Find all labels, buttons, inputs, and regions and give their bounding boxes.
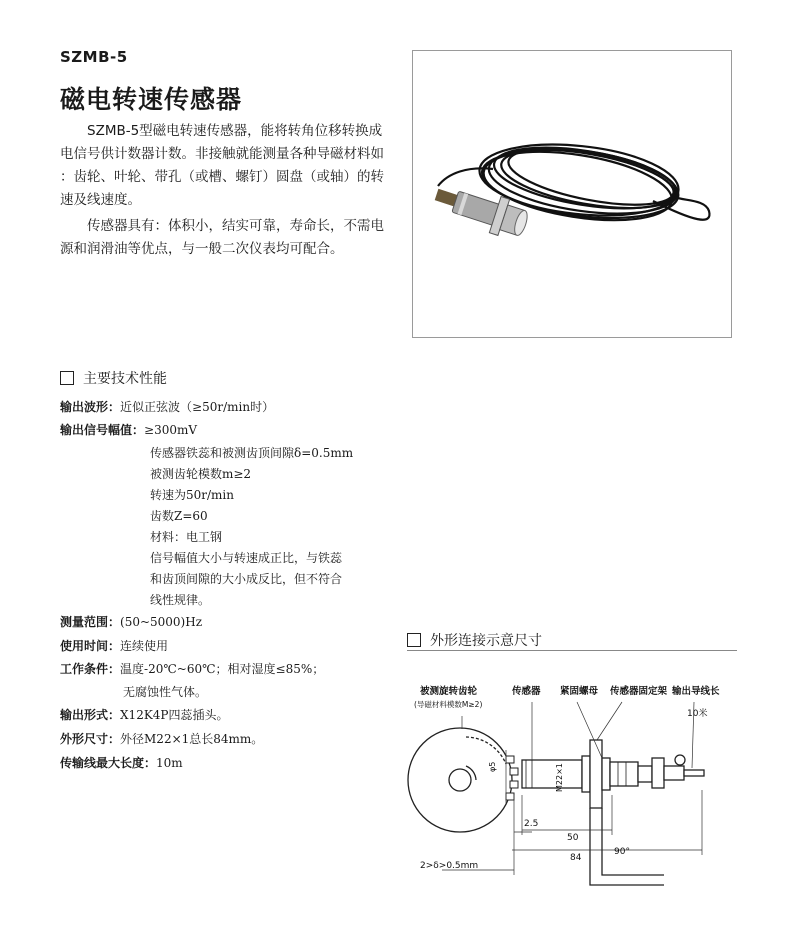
sensor-with-cable-image	[413, 51, 731, 337]
spec-condition: 材料：电工钢	[150, 530, 223, 544]
spec-condition: 传感器铁蕊和被测齿顶间隙δ=0.5mm	[150, 446, 354, 460]
spec-value: 10m	[156, 756, 183, 770]
spec-label: 传输线最大长度：	[60, 756, 157, 770]
spec-condition: 和齿顶间隙的大小成反比，但不符合	[150, 572, 343, 586]
spec-condition: 信号幅值大小与转速成正比，与铁蕊	[150, 551, 343, 565]
spec-cable	[60, 754, 183, 771]
spec-label: 外形尺寸：	[60, 732, 121, 746]
label-nut: 紧固螺母	[560, 686, 599, 697]
spec-environment-cont: 无腐蚀性气体。	[123, 685, 208, 699]
label-sensor: 传感器	[512, 686, 541, 697]
spec-environment	[60, 660, 324, 677]
spec-value: 外径M22×1总长84mm。	[120, 732, 264, 746]
label-gap: 2>δ>0.5mm	[420, 861, 479, 871]
intro-paragraph-2: 传感器具有：体积小，结实可靠，寿命长，不需电源和润滑油等优点，与一般二次仪表均可配合。	[60, 218, 384, 257]
spec-condition: 被测齿轮模数m≥2	[150, 467, 252, 481]
fixing-bracket	[590, 740, 602, 808]
spec-condition: 齿数Z=60	[150, 509, 208, 523]
page-title: 磁电转速传感器	[60, 85, 243, 114]
spec-value: 近似正弦波（≥50r/min时）	[120, 400, 275, 414]
diagram-heading	[407, 630, 542, 650]
intro-paragraph-1: SZMB-5型磁电转速传感器，能将转角位移转换成电信号供计数器计数。非接触就能测量各种导磁材料如 ：齿轮、叶轮、带孔（或槽、螺钉）圆盘（或轴）的转速及线速度。	[60, 123, 384, 208]
spec-condition: 转速为50r/min	[150, 488, 234, 502]
spec-condition: 线性规律。	[150, 593, 211, 607]
checkbox-square-icon	[60, 371, 74, 385]
specs-heading	[60, 368, 167, 388]
label-cable: 输出导线长	[672, 686, 720, 697]
label-cable-length: 10米	[687, 709, 708, 719]
specs-heading-text: 主要技术性能	[83, 371, 167, 387]
spec-label: 使用时间：	[60, 639, 121, 653]
spec-value: (50~5000)Hz	[120, 615, 203, 629]
label-gear: 被测旋转齿轮	[420, 686, 478, 697]
label-dim-50: 50	[567, 833, 579, 843]
label-dim-84: 84	[570, 853, 582, 863]
spec-label: 输出形式：	[60, 708, 121, 722]
spec-label: 输出波形：	[60, 400, 121, 414]
divider	[407, 650, 737, 651]
spec-amplitude	[60, 421, 197, 438]
spec-waveform	[60, 398, 274, 415]
locking-nut	[610, 762, 638, 786]
spec-usage	[60, 637, 168, 654]
spec-size	[60, 730, 263, 747]
spec-label: 工作条件：	[60, 662, 121, 676]
spec-value: 连续使用	[120, 639, 169, 653]
spec-range	[60, 613, 202, 630]
checkbox-square-icon	[407, 633, 421, 647]
product-photo	[412, 50, 732, 338]
gear-bore	[449, 769, 471, 791]
model-number: SZMB-5	[60, 48, 128, 66]
label-phi: φ5	[488, 761, 497, 772]
label-bracket: 传感器固定架	[610, 686, 668, 697]
gear-outline	[408, 728, 512, 832]
spec-label: 输出信号幅值：	[60, 423, 145, 437]
label-thread: M22×1	[555, 763, 564, 792]
diagram-heading-text: 外形连接示意尺寸	[430, 633, 542, 649]
spec-value: ≥300mV	[144, 423, 198, 437]
dimension-diagram	[402, 680, 732, 890]
sensor-body	[522, 760, 582, 788]
spec-value: X12K4P四蕊插头。	[120, 708, 229, 722]
label-dim-2-5: 2.5	[524, 819, 539, 829]
spec-value: 温度-20℃~60℃；相对湿度≤85%；	[120, 662, 325, 676]
label-angle: 90°	[614, 847, 630, 857]
label-gear-note: (导磁材料模数M≥2)	[414, 700, 483, 709]
spec-output	[60, 706, 229, 723]
spec-label: 测量范围：	[60, 615, 121, 629]
